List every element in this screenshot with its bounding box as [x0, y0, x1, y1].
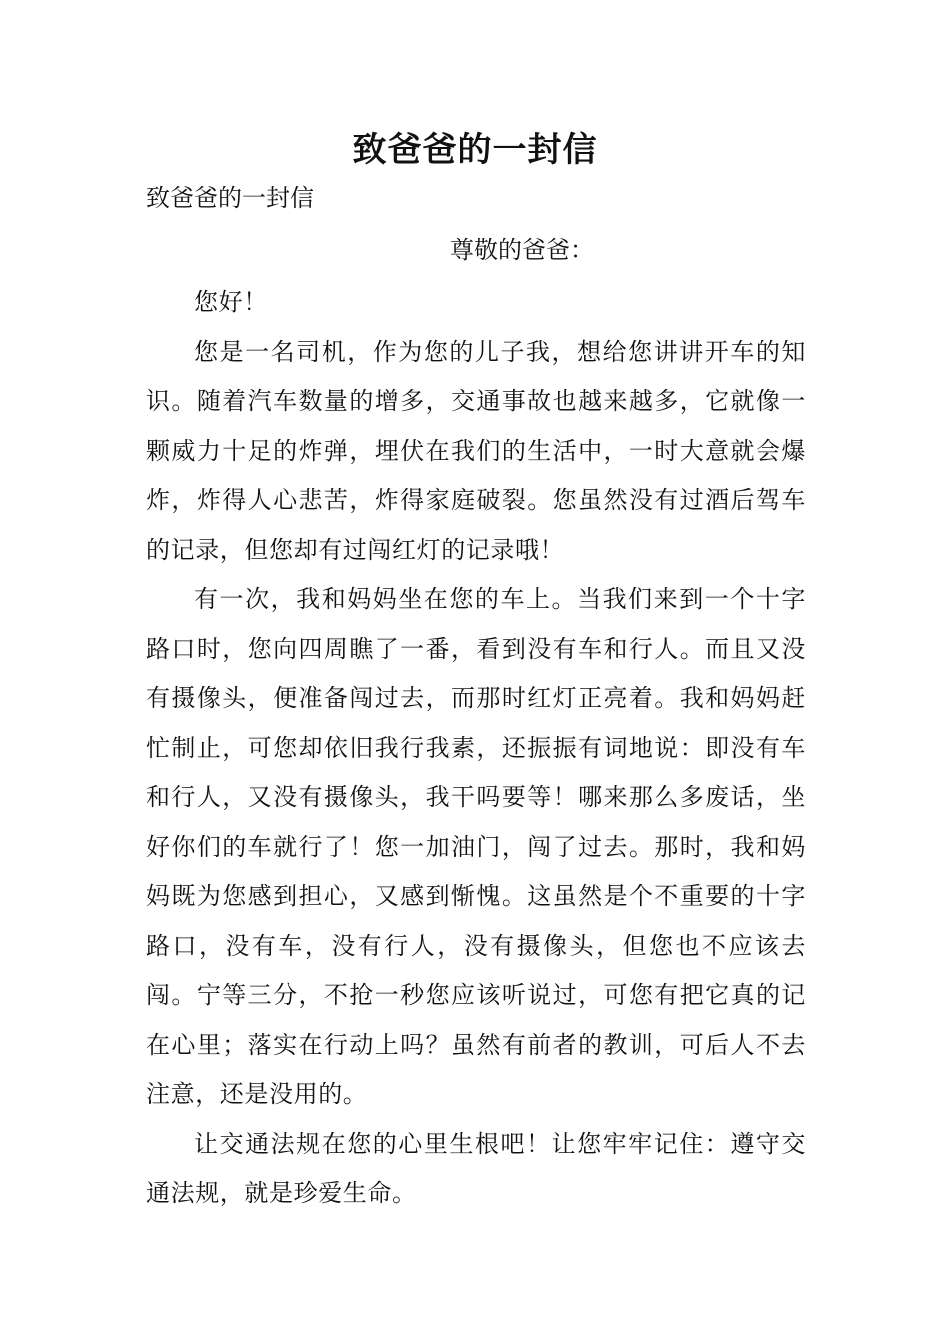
document-title: 致爸爸的一封信	[352, 130, 598, 170]
letter-greeting: 您好！	[194, 288, 268, 316]
letter-salutation: 尊敬的爸爸：	[450, 236, 594, 264]
document-subtitle: 致爸爸的一封信	[146, 184, 314, 212]
body-paragraph: 您是一名司机，作为您的儿子我，想给您讲讲开车的知识。随着汽车数量的增多，交通事故也越来越多，它就像一颗威力十足的炸弹，埋伏在我们的生活中，一时大意就会爆炸，炸得人心悲苦，炸得家庭破裂。您虽然没有过酒后驾车的记录，但您却有过闯红灯的记录哦！	[146, 337, 806, 564]
body-paragraph: 有一次，我和妈妈坐在您的车上。当我们来到一个十字路口时，您向四周瞧了一番，看到没有车和行人。而且又没有摄像头，便准备闯过去，而那时红灯正亮着。我和妈妈赶忙制止，可您却依旧我行我素，还振振有词地说：即没有车和行人，又没有摄像头，我干吗要等！哪来那么多废话，坐好你们的车就行了！您一加油门，闯了过去。那时，我和妈妈既为您感到担心，又感到惭愧。这虽然是个不重要的十字路口，没有车，没有行人，没有摄像头，但您也不应该去闯。宁等三分，不抢一秒您应该听说过，可您有把它真的记在心里；落实在行动上吗？虽然有前者的教训，可后人不去注意，还是没用的。	[146, 585, 806, 1108]
body-paragraph: 让交通法规在您的心里生根吧！让您牢牢记住：遵守交通法规，就是珍爱生命。	[146, 1129, 806, 1207]
letter-body	[146, 278, 806, 1219]
